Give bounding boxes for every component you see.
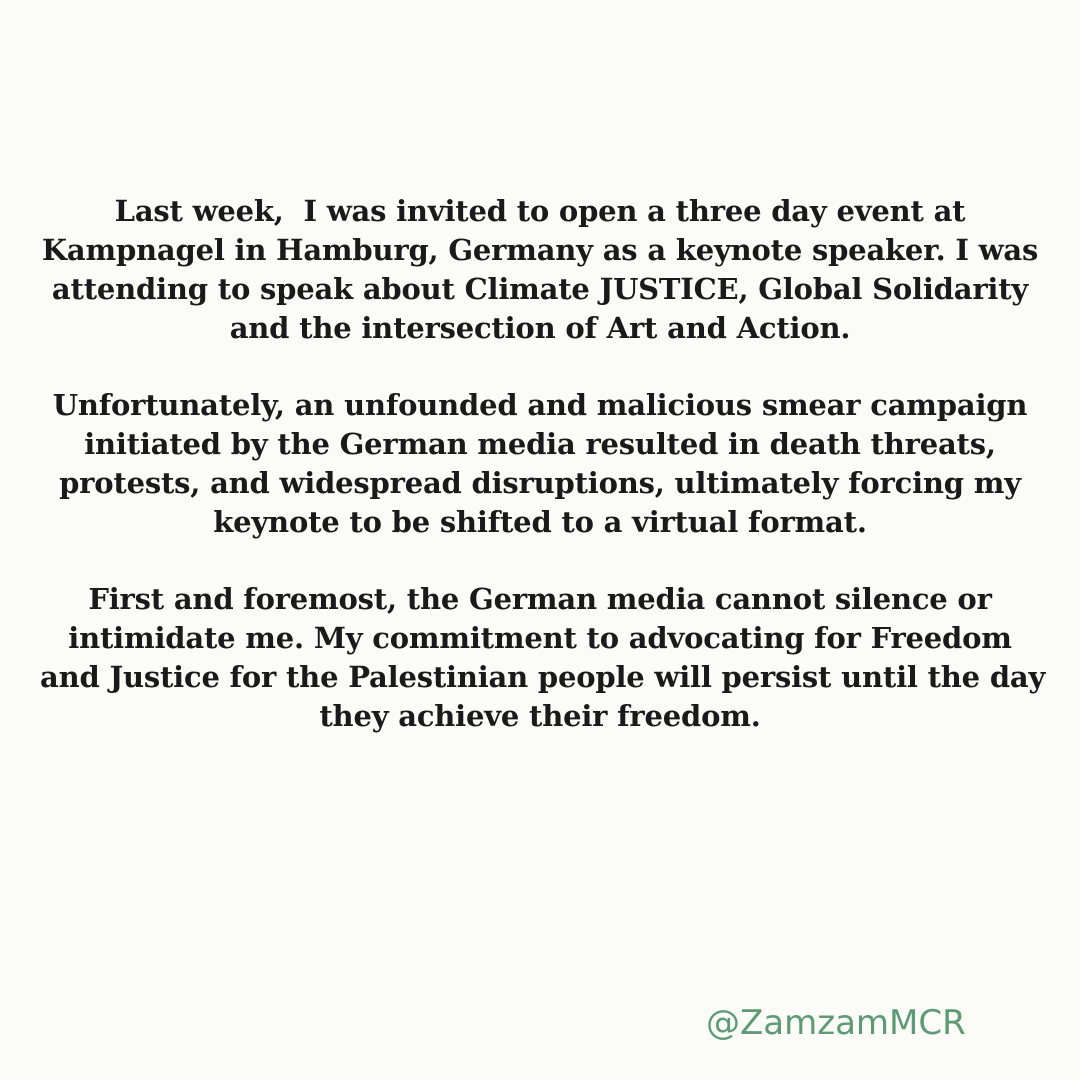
text-line: Last week, I was invited to open a three day event at bbox=[114, 194, 966, 228]
author-handle: @ZamzamMCR bbox=[706, 1003, 966, 1043]
text-line: intimidate me. My commitment to advocating for Freedom bbox=[68, 621, 1012, 655]
paragraph-commitment bbox=[40, 580, 1046, 736]
text-line: they achieve their freedom. bbox=[319, 699, 761, 733]
paragraph-smear-campaign bbox=[40, 386, 1040, 542]
text-line: protests, and widespread disruptions, ultimately forcing my bbox=[59, 466, 1021, 500]
text-line: and Justice for the Palestinian people will persist until the day bbox=[40, 660, 1046, 694]
text-line: initiated by the German media resulted in death threats, bbox=[84, 427, 996, 461]
text-line: and the intersection of Art and Action. bbox=[229, 311, 851, 345]
text-line: keynote to be shifted to a virtual format. bbox=[213, 505, 867, 539]
text-line: First and foremost, the German media cannot silence or bbox=[88, 582, 992, 616]
statement-text bbox=[40, 192, 1046, 736]
text-line: attending to speak about Climate JUSTICE, Global Solidarity bbox=[51, 272, 1029, 306]
text-line: Kampnagel in Hamburg, Germany as a keynote speaker. I was bbox=[41, 233, 1039, 267]
paragraph-event-invitation bbox=[40, 192, 1040, 348]
text-line: Unfortunately, an unfounded and malicious smear campaign bbox=[52, 388, 1028, 422]
